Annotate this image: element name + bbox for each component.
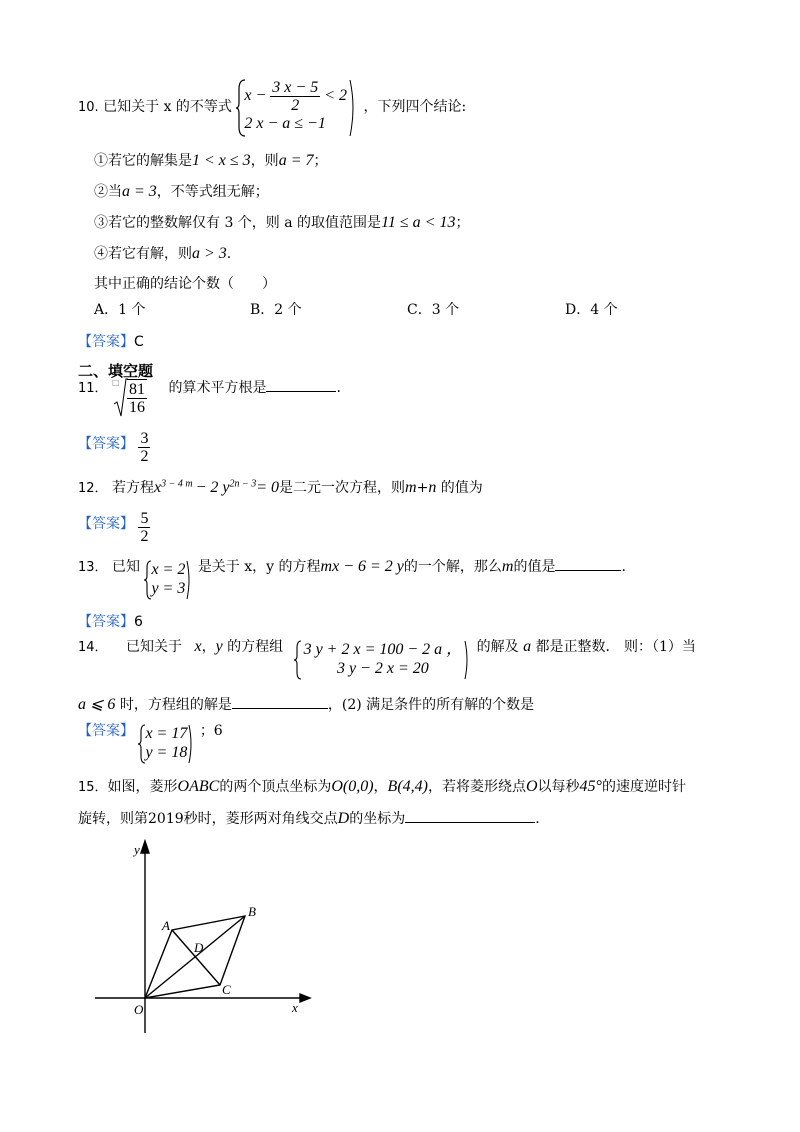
- q11-answer-fraction: $\frac{3}{2}$: [140, 430, 149, 465]
- q10-option-b: B．2 个: [250, 302, 302, 318]
- q15-stem: 15．如图，菱形OABC的两个顶点坐标为O(0,0)，B(4,4)，若将菱形绕点O以每秒45°的速度逆时针: [78, 778, 686, 795]
- q14-number: 14．: [78, 640, 108, 655]
- q10-ineq1-left: x −: [244, 87, 267, 105]
- q10-option-c: C．3 个: [407, 302, 460, 318]
- q10-ineq1-fraction: $\frac{3 x - 5}{2}$: [272, 79, 319, 114]
- q14-stem: 14． 已知关于 x，y 的方程组 3 y + 2 x = 100 − 2 a ， 3 y − 2 x = 20 的解及 a 都是正整数． 则：（1）当: [78, 640, 696, 682]
- rhombus-figure: [90, 838, 320, 1038]
- q15-line2: 旋转，则第2019秒时，菱形两对角线交点D的坐标为 .: [78, 810, 540, 827]
- left-brace-icon: [236, 79, 246, 137]
- left-brace-icon: [138, 724, 146, 764]
- answer-label: 【答案】: [78, 435, 134, 452]
- y-axis-arrow-icon: [141, 841, 149, 853]
- q11-radical: □ $\frac{81}{16}$: [112, 378, 145, 416]
- section-title-fill-in: 二、填空题: [78, 362, 154, 380]
- point-C-label: C: [222, 982, 231, 997]
- answer-label: 【答案】: [78, 723, 134, 739]
- point-O-label: O: [134, 1002, 144, 1017]
- q10-option-a: A．1 个: [94, 302, 146, 318]
- q10-system: [236, 79, 347, 135]
- q10-answer: [78, 331, 144, 351]
- q13-system: x = 2 y = 3: [144, 560, 185, 598]
- q11-answer: [78, 430, 150, 470]
- q14-answer-system: x = 17 y = 18: [138, 724, 187, 762]
- left-brace-icon: [144, 560, 152, 600]
- point-B-label: B: [248, 904, 256, 919]
- q10-question: 其中正确的结论个数（ ）: [94, 276, 276, 292]
- answer-label: 【答案】: [78, 515, 134, 532]
- q10-ineq2: 2 x − a ≤ −1: [244, 115, 326, 132]
- q13-number: 13．: [78, 560, 108, 575]
- right-paren-icon: [464, 640, 470, 680]
- q10-option-d: D．4 个: [565, 302, 618, 318]
- y-axis-label: y: [134, 842, 140, 857]
- q10-ineq1-right: < 2: [324, 87, 347, 105]
- root-index-placeholder-icon: □: [112, 378, 120, 387]
- q12-answer-fraction: $\frac{5}{2}$: [140, 510, 149, 545]
- right-paren-icon: [349, 79, 357, 137]
- left-brace-icon: [294, 640, 302, 680]
- radical-sign-icon: [114, 378, 128, 418]
- answer-label: 【答案】: [78, 614, 134, 630]
- q10-answer-value: C: [134, 334, 144, 350]
- answer-blank-1[interactable]: [232, 694, 328, 709]
- x-axis-label: x: [292, 1000, 298, 1015]
- diagonal-AC: [172, 930, 220, 985]
- q14-system: 3 y + 2 x = 100 − 2 a ， 3 y − 2 x = 20: [294, 640, 463, 678]
- q10-stem: [78, 79, 467, 145]
- point-A-label: A: [162, 918, 170, 933]
- answer-label: 【答案】: [78, 334, 134, 350]
- q11-stem: 11． □ $\frac{81}{16}$ 的算术平方根是 .: [78, 378, 341, 416]
- q14-answer: 【答案】 x = 17 y = 18 ；6: [78, 724, 223, 764]
- answer-blank[interactable]: [266, 377, 336, 392]
- q10-conclusion-3: ③若它的整数解仅有 3 个，则 a 的取值范围是11 ≤ a < 13；: [94, 214, 470, 231]
- q12-answer: [78, 510, 150, 550]
- q14-line2: a ⩽ 6 时，方程组的解是 ，(2) 满足条件的所有解的个数是: [78, 696, 535, 713]
- q11-number: 11．: [78, 381, 108, 396]
- q10-stem-tail: ，下列四个结论:: [363, 99, 467, 115]
- q13-stem: 13． 已知 x = 2 y = 3 是关于 x，y 的方程mx − 6 = 2 y的一个解，那么m的值是 .: [78, 560, 626, 602]
- q15-number: 15．: [78, 780, 108, 795]
- x-axis-arrow-icon: [300, 994, 310, 1002]
- q10-conclusion-1: ①若它的解集是1 < x ≤ 3，则a = 7；: [94, 152, 328, 169]
- q12-number: 12．: [78, 481, 108, 496]
- right-paren-icon: [188, 724, 194, 764]
- point-D-label: D: [194, 940, 204, 955]
- q10-number: 10.: [78, 100, 99, 115]
- answer-blank[interactable]: [555, 556, 621, 571]
- right-paren-icon: [186, 560, 192, 600]
- answer-blank[interactable]: [405, 808, 535, 823]
- q10-conclusion-2: ②当a = 3，不等式组无解；: [94, 183, 269, 200]
- q10-stem-text: 已知关于 x 的不等式: [103, 99, 232, 115]
- q10-conclusion-4: ④若它有解，则a > 3.: [94, 245, 232, 262]
- q13-answer: 【答案】6: [78, 614, 143, 630]
- q12-stem: 12． 若方程$x^{3 - 4 m} - 2$ $y^{2n - 3}= 0$是二元一次方程，则m+n 的值为: [78, 478, 483, 496]
